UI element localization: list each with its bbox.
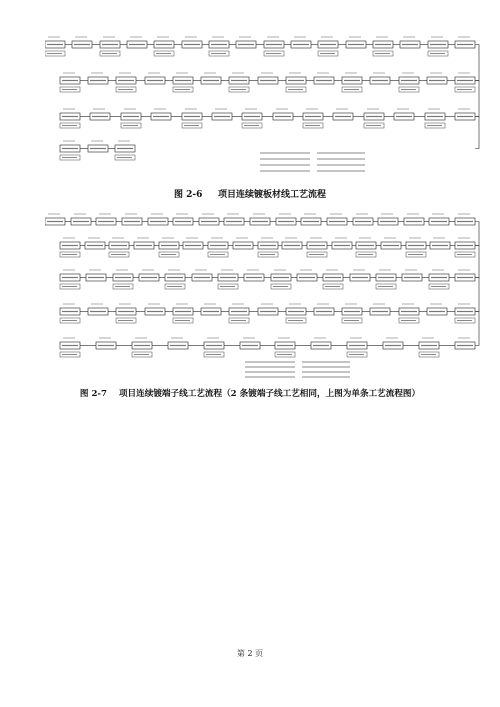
flow-connector <box>475 117 479 149</box>
flow-connector <box>475 81 479 117</box>
flow-connector <box>475 312 479 346</box>
figure-caption <box>0 187 500 200</box>
flow-connector <box>475 278 479 312</box>
process-flow-diagram-board-plating <box>45 35 480 185</box>
flow-diagram-canvas <box>45 212 480 382</box>
flow-connector <box>475 45 479 81</box>
figure-title: 项目连续镀端子线工艺流程（2 条镀端子线工艺相同，上图为单条工艺流程图） <box>118 389 421 399</box>
flow-connector <box>475 246 479 278</box>
flow-connector <box>475 222 479 246</box>
figure-title: 项目连续镀板材线工艺流程 <box>218 190 327 200</box>
page-number: 第 2 页 <box>236 649 264 658</box>
figure-number: 图 2-6 <box>173 190 203 200</box>
process-flow-diagram-terminal-plating <box>45 212 480 382</box>
figure-number: 图 2-7 <box>79 389 107 399</box>
figure-caption <box>0 387 500 399</box>
flow-diagram-canvas <box>45 35 480 185</box>
